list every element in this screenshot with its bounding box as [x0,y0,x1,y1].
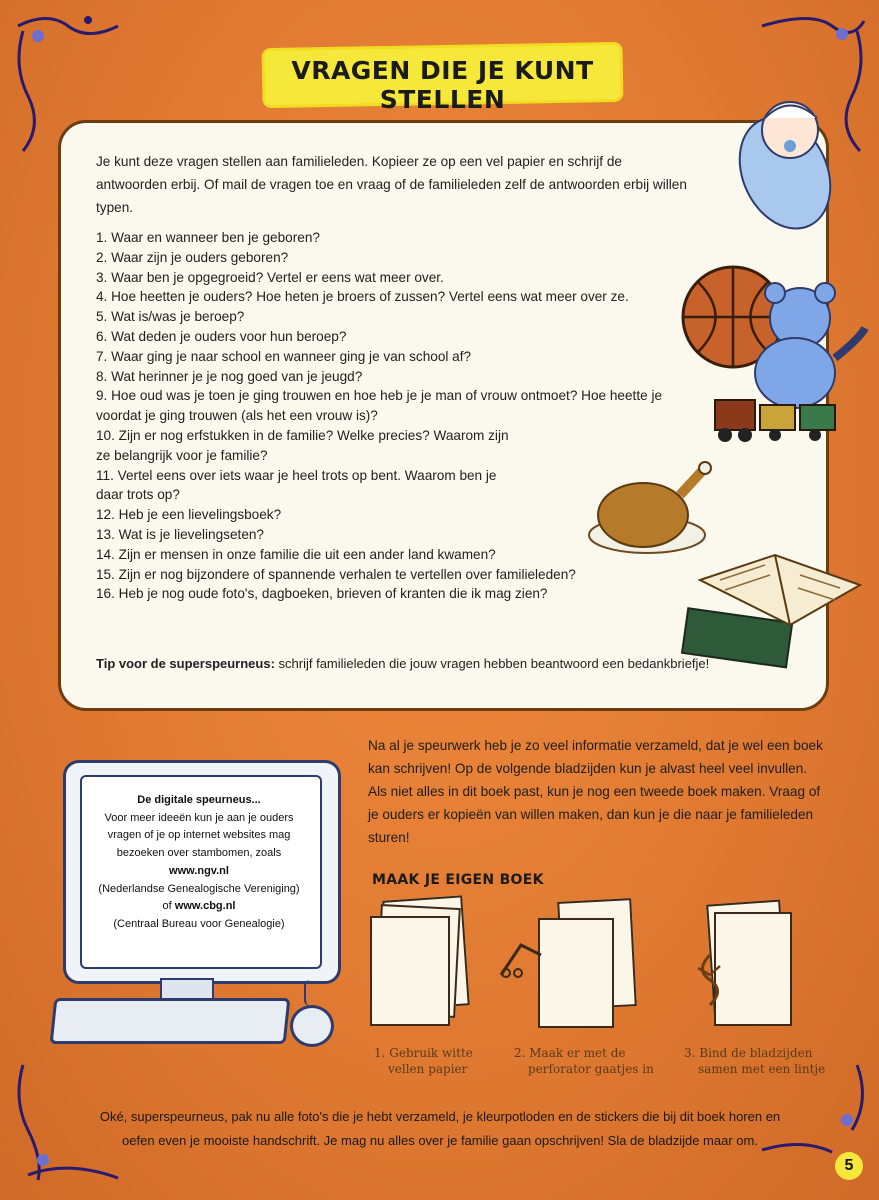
list-item: 14. Zijn er mensen in onze familie die uit een ander land kwamen? [96,546,496,562]
make-book-title: MAAK JE EIGEN BOEK [372,872,544,888]
list-item: 13. Wat is je lievelingseten? [96,526,264,542]
step-label [374,1045,484,1077]
open-books-illustration [680,540,875,680]
list-item: 15. Zijn er nog bijzondere of spannende verhalen te vertellen over familieleden? [96,566,576,582]
list-item: 12. Heb je een lievelingsboek? [96,507,282,523]
list-item: 11. Vertel eens over iets waar je heel trots op bent. Waarom ben je daar trots op? [96,467,497,503]
digital-tip-or [82,898,316,916]
list-item: 5. Wat is/was je beroep? [96,309,245,325]
list-item: 9. Hoe oud was je toen je ging trouwen en hoe heb je je man of vrouw ontmoet? Hoe heette je voordat je ging trouwen (als het een vrouw is)? [96,388,663,424]
step-line: 3. Bind de bladzijden [684,1046,813,1060]
keyboard-illustration [50,998,291,1044]
list-item: 1. Waar en wanneer ben je geboren? [96,230,320,245]
list-item: 16. Heb je nog oude foto's, dagboeken, brieven of kranten die ik mag zien? [96,586,548,602]
list-item: 2. Waar zijn je ouders geboren? [96,249,289,265]
paper-sheets-icon [370,916,450,1026]
list-item: 8. Wat herinner je je nog goed van je jeugd? [96,368,363,384]
step-line: samen met een lintje [698,1062,826,1076]
closing-text: Oké, superspeurneus, pak nu alle foto's die je hebt verzameld, je kleurpotloden en de stickers die bij dit boek horen en oefen even je mooiste handschrift. Je mag nu alles over je familie gaan opschrijven! Sla de bladzijde maar om. [99,1109,781,1148]
baby-illustration [725,88,835,238]
website-desc: (Centraal Bureau voor Genealogie) [113,917,285,930]
page-title: VRAGEN DIE JE KUNT STELLEN [291,56,594,114]
list-item: 10. Zijn er nog erfstukken in de familie? Welke precies? Waarom zijn ze belangrijk voor je familie? [96,427,509,463]
step-line: vellen papier [388,1062,468,1076]
hole-punch-icon [496,935,546,980]
tip-label: Tip voor de superspeurneus: [96,656,275,671]
list-item: 4. Hoe heetten je ouders? Hoe heten je broers of zussen? Vertel eens wat meer over ze. [96,289,629,305]
mouse-cable [304,980,316,1006]
website-link-cbg[interactable]: www.cbg.nl [174,900,236,913]
list-item: 3. Waar ben je opgegroeid? Vertel er eens wat meer over. [96,269,444,285]
step-line: 1. Gebruik witte [374,1046,473,1060]
list-item: 6. Wat deden je ouders voor hun beroep? [96,328,347,344]
step-line: perforator gaatjes in [528,1062,654,1076]
digital-tip-line: bezoeken over stambomen, zoals [116,847,282,860]
step-line: 2. Maak er met de [514,1046,626,1060]
mouse-illustration [290,1005,334,1047]
toy-train-illustration [705,380,855,450]
ribbon-icon [690,950,730,1010]
digital-tip-line: Voor meer ideeën kun je aan je ouders [104,811,294,824]
website-link-ngv[interactable]: www.ngv.nl [169,864,229,877]
step-label [684,1045,834,1077]
intro-text: Je kunt deze vragen stellen aan familieleden. Kopieer ze op een vel papier en schrijf de antwoorden erbij. Of mail de vragen toe en vraag of de familieleden zelf de antwoorden erbij willen typen. [96,154,687,215]
list-item: 7. Waar ging je naar school en wanneer ging je van school af? [96,348,472,364]
paper-sheets-icon [538,918,614,1028]
tip-text: schrijf familieleden die jouw vragen hebben beantwoord een bedankbriefje! [274,656,710,671]
website-desc: (Nederlandse Genealogische Vereniging) [98,882,300,895]
or-text: of [162,900,172,913]
step-label [514,1045,654,1077]
book-intro-text: Na al je speurwerk heb je zo veel informatie verzameld, dat je wel een boek kan schrijven! Op de volgende bladzijden kun je alvast heel veel invullen. Als niet alles in dit boek past, kun je nog een tweede boek maken. Vraag of je ouders er kopieën van willen maken, dan kun je die naar je familieleden sturen! [368,738,823,845]
digital-tip-text [82,792,316,934]
digital-tip-line: vragen of je op internet websites mag [107,829,291,842]
digital-tip-heading: De digitale speurneus... [137,794,261,806]
page-number: 5 [835,1152,863,1180]
